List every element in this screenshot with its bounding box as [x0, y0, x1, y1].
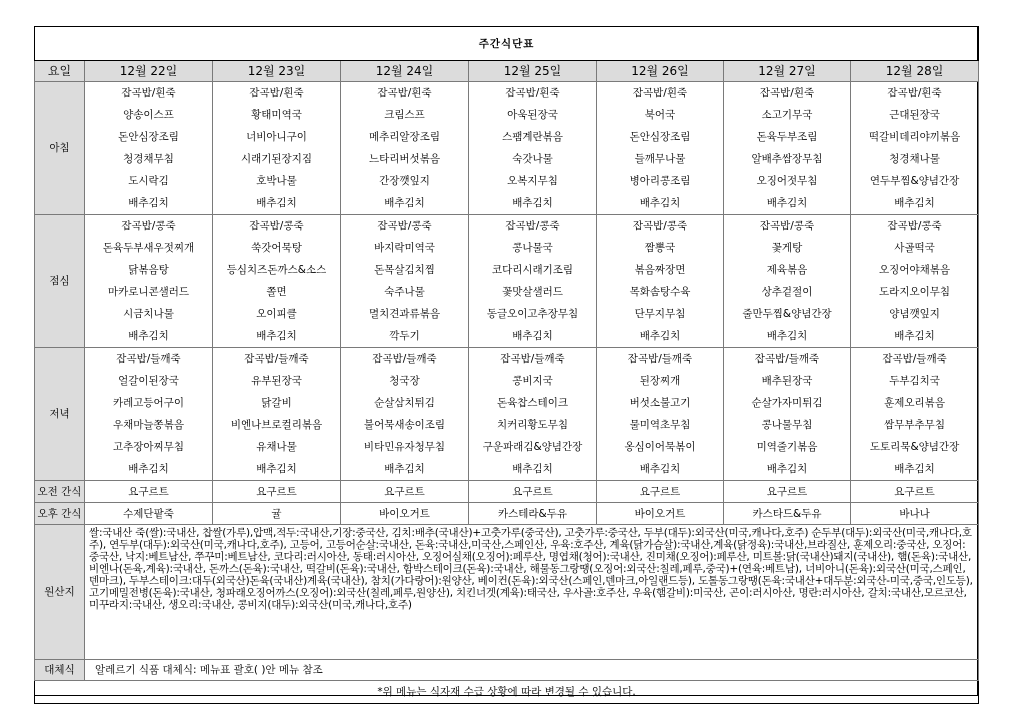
dish-cell: 고추장아찌무침 — [85, 436, 213, 458]
dish-cell: 유채나물 — [213, 436, 341, 458]
snack-cell: 요구르트 — [597, 481, 724, 503]
snack-cell: 요구르트 — [85, 481, 213, 503]
dish-cell: 너비아니구이 — [213, 126, 341, 148]
dish-cell: 잡곡밥/흰죽 — [213, 82, 341, 105]
dish-cell: 콩비지국 — [469, 370, 597, 392]
dish-cell: 멸치견과류볶음 — [341, 303, 469, 325]
dish-cell: 크림스프 — [341, 104, 469, 126]
dish-cell: 쑥갓어묵탕 — [213, 237, 341, 259]
snack-cell: 카스타드&두유 — [724, 503, 851, 525]
dish-cell: 연두부찜&양념간장 — [851, 170, 979, 192]
dish-cell: 근대된장국 — [851, 104, 979, 126]
meal-row — [35, 370, 979, 392]
dish-cell: 잡곡밥/흰죽 — [341, 82, 469, 105]
dish-cell: 배추김치 — [85, 192, 213, 215]
date-header: 12월 22일 — [85, 61, 213, 82]
meal-row — [35, 237, 979, 259]
notice-text: *위 메뉴는 식자재 수급 상황에 따라 변경될 수 있습니다. — [35, 681, 979, 704]
dish-cell: 돈안심장조림 — [85, 126, 213, 148]
dish-cell: 바지락미역국 — [341, 237, 469, 259]
dish-cell: 숙갓나물 — [469, 148, 597, 170]
dish-cell: 마카로니콘샐러드 — [85, 281, 213, 303]
meal-row — [35, 436, 979, 458]
weekly-menu-table — [34, 26, 979, 704]
dish-cell: 오이피클 — [213, 303, 341, 325]
dish-cell: 잡곡밥/콩죽 — [724, 215, 851, 238]
snack-cell: 요구르트 — [724, 481, 851, 503]
date-header: 12월 25일 — [469, 61, 597, 82]
menu-body — [35, 27, 979, 704]
dish-cell: 도토리묵&양념간장 — [851, 436, 979, 458]
dish-cell: 메추리알장조림 — [341, 126, 469, 148]
dish-cell: 쫄면 — [213, 281, 341, 303]
dish-cell: 배추김치 — [213, 325, 341, 348]
dish-cell: 두부김치국 — [851, 370, 979, 392]
dish-cell: 꽃맛살샐러드 — [469, 281, 597, 303]
dish-cell: 잡곡밥/들깨죽 — [597, 348, 724, 371]
dish-cell: 훈제오리볶음 — [851, 392, 979, 414]
snack-label: 오전 간식 — [35, 481, 85, 503]
substitute-row — [35, 660, 979, 681]
meal-row — [35, 170, 979, 192]
dish-cell: 시래기된장지짐 — [213, 148, 341, 170]
meal-row — [35, 259, 979, 281]
dish-cell: 잡곡밥/들깨죽 — [85, 348, 213, 371]
dish-cell: 등심치즈돈까스&소스 — [213, 259, 341, 281]
meal-row — [35, 392, 979, 414]
dish-cell: 돈안심장조림 — [597, 126, 724, 148]
meal-row — [35, 348, 979, 371]
dish-cell: 배추된장국 — [724, 370, 851, 392]
meal-label: 저녁 — [35, 348, 85, 481]
dish-cell: 배추김치 — [597, 325, 724, 348]
date-header: 12월 24일 — [341, 61, 469, 82]
dish-cell: 청국장 — [341, 370, 469, 392]
snack-cell: 요구르트 — [341, 481, 469, 503]
meal-row — [35, 281, 979, 303]
dish-cell: 콩나물국 — [469, 237, 597, 259]
dish-cell: 배추김치 — [597, 192, 724, 215]
dish-cell: 청경채나물 — [851, 148, 979, 170]
dish-cell: 구운파래김&양념간장 — [469, 436, 597, 458]
snack-row — [35, 481, 979, 503]
dish-cell: 간장깻잎지 — [341, 170, 469, 192]
substitute-text: 알레르기 식품 대체식: 메뉴표 괄호( )안 메뉴 참조 — [85, 660, 979, 681]
dish-cell: 잡곡밥/들깨죽 — [213, 348, 341, 371]
snack-cell: 귤 — [213, 503, 341, 525]
meal-row — [35, 303, 979, 325]
dish-cell: 병아리콩조림 — [597, 170, 724, 192]
dish-cell: 잡곡밥/콩죽 — [851, 215, 979, 238]
meal-row — [35, 458, 979, 481]
dish-cell: 숙주나물 — [341, 281, 469, 303]
dish-cell: 배추김치 — [724, 192, 851, 215]
dish-cell: 배추김치 — [597, 458, 724, 481]
dish-cell: 도라지오이무침 — [851, 281, 979, 303]
dish-cell: 비타민유자청무침 — [341, 436, 469, 458]
origin-row — [35, 525, 979, 660]
substitute-label: 대체식 — [35, 660, 85, 681]
dish-cell: 스팸계란볶음 — [469, 126, 597, 148]
dish-cell: 코다리시래기조림 — [469, 259, 597, 281]
meal-row — [35, 148, 979, 170]
dish-cell: 시금치나물 — [85, 303, 213, 325]
dish-cell: 얼갈이된장국 — [85, 370, 213, 392]
dish-cell: 배추김치 — [851, 192, 979, 215]
dish-cell: 잡곡밥/흰죽 — [469, 82, 597, 105]
meal-row — [35, 104, 979, 126]
dish-cell: 배추김치 — [85, 325, 213, 348]
snack-cell: 요구르트 — [851, 481, 979, 503]
snack-cell: 요구르트 — [469, 481, 597, 503]
dish-cell: 순살삼치튀김 — [341, 392, 469, 414]
dish-cell: 사골떡국 — [851, 237, 979, 259]
dish-cell: 유부된장국 — [213, 370, 341, 392]
dish-cell: 잡곡밥/콩죽 — [341, 215, 469, 238]
dish-cell: 잡곡밥/들깨죽 — [851, 348, 979, 371]
dish-cell: 오징어젓무침 — [724, 170, 851, 192]
dish-cell: 배추김치 — [469, 458, 597, 481]
page-title: 주간식단표 — [35, 27, 979, 61]
dish-cell: 깍두기 — [341, 325, 469, 348]
dish-cell: 아욱된장국 — [469, 104, 597, 126]
dish-cell: 닭볶음탕 — [85, 259, 213, 281]
dish-cell: 잡곡밥/흰죽 — [85, 82, 213, 105]
dish-cell: 잡곡밥/들깨죽 — [469, 348, 597, 371]
day-label: 요일 — [35, 61, 85, 82]
dish-cell: 배추김치 — [724, 458, 851, 481]
snack-cell: 바이오거트 — [597, 503, 724, 525]
dish-cell: 쌈무부추무침 — [851, 414, 979, 436]
dish-cell: 상추겉절이 — [724, 281, 851, 303]
dish-cell: 배추김치 — [851, 325, 979, 348]
dish-cell: 배추김치 — [851, 458, 979, 481]
dish-cell: 제육볶음 — [724, 259, 851, 281]
dish-cell: 배추김치 — [213, 192, 341, 215]
dish-cell: 잡곡밥/콩죽 — [597, 215, 724, 238]
dish-cell: 잡곡밥/콩죽 — [469, 215, 597, 238]
meal-row — [35, 325, 979, 348]
meal-label: 아침 — [35, 82, 85, 215]
dish-cell: 불어묵새송이조림 — [341, 414, 469, 436]
dish-cell: 순살가자미튀김 — [724, 392, 851, 414]
dish-cell: 느타리버섯볶음 — [341, 148, 469, 170]
meal-row — [35, 82, 979, 105]
day-header-row — [35, 61, 979, 82]
dish-cell: 북어국 — [597, 104, 724, 126]
dish-cell: 배추김치 — [341, 458, 469, 481]
dish-cell: 옹심이어묵볶이 — [597, 436, 724, 458]
origin-label: 원산지 — [35, 525, 85, 660]
notice-row — [35, 681, 979, 704]
dish-cell: 동글오이고추장무침 — [469, 303, 597, 325]
origin-text: 쌀:국내산 죽(쌀):국내산, 찹쌀(가루),압맥,적두:국내산,기장:중국산, 김치:배추(국내산)+고춧가루(중국산), 고춧가루:중국산, 두부(대두):외국산(미국,캐나다,호주) 순두부(대두):외국산(미국,캐나다,호주), 연두부(대두):외국산(미국,캐나다,호주), 고등어, 고등어순살:국내산, 돈육:국내산,미국산,스페인산, 우육:호주산, 계육(닭가슴살):국내산,계육(닭정육):국내산,브라질산, 훈제오리:중국산, 오징어:중국산, 낙지:베트남산, 쭈꾸미:베트남산, 코다리:러시아산, 동태:러시아산, 오징어실채(오징어):페루산, 명엽채(청어):국내산, 진미채(오징어):페루산, 미트볼:닭(국내산)돼지(국내산), 햄(돈육):국내산, 비엔나(돈육,계육):국내산, 돈까스(돈육):국내산, 떡갈비(돈육):국내산, 함박스테이크(돈육):국내산, 해물동그랑땡(오징어:외국산:칠레,페루,중국)+(연육:베트남), 너비아니(돈육):외국산(미국,스페인,덴마크), 두부스테이크:대두(외국산)돈육(국내산)계육(국내산), 참치(가다랑어):원양산, 베이컨(돈육):외국산(스페인,덴마크,아일랜드등), 도톨동그랑땡(돈육:국내산+대두분:외국산-미국,중국,인도등), 고기메밀전병(돈육):국내산, 청파래오징어까스(오징어):외국산(칠레,페루,원양산), 치킨너겟(계육):태국산, 우사골:호주산, 우육(햄갈비):미국산, 곤이:러시아산, 명란:러시아산, 갈치:국내산,모르코산, 미꾸라지:국내산, 생오리:국내산, 콩비지(대두):외국산(미국,캐나다,호주) — [85, 525, 979, 660]
dish-cell: 잡곡밥/흰죽 — [597, 82, 724, 105]
dish-cell: 돈목살김치찜 — [341, 259, 469, 281]
meal-row — [35, 126, 979, 148]
dish-cell: 카레고등어구이 — [85, 392, 213, 414]
dish-cell: 들깨무나물 — [597, 148, 724, 170]
snack-cell: 바나나 — [851, 503, 979, 525]
dish-cell: 콩나물무침 — [724, 414, 851, 436]
dish-cell: 황태미역국 — [213, 104, 341, 126]
meal-row — [35, 414, 979, 436]
dish-cell: 비엔나브로컬리볶음 — [213, 414, 341, 436]
dish-cell: 배추김치 — [469, 192, 597, 215]
snack-cell: 바이오거트 — [341, 503, 469, 525]
dish-cell: 도시락김 — [85, 170, 213, 192]
snack-label: 오후 간식 — [35, 503, 85, 525]
dish-cell: 양송이스프 — [85, 104, 213, 126]
date-header: 12월 26일 — [597, 61, 724, 82]
dish-cell: 돈육찹스테이크 — [469, 392, 597, 414]
date-header: 12월 28일 — [851, 61, 979, 82]
dish-cell: 꽃게탕 — [724, 237, 851, 259]
dish-cell: 배추김치 — [469, 325, 597, 348]
snack-cell: 카스테라&두유 — [469, 503, 597, 525]
snack-cell: 수제단팥죽 — [85, 503, 213, 525]
dish-cell: 잡곡밥/흰죽 — [851, 82, 979, 105]
dish-cell: 목화솜탕수육 — [597, 281, 724, 303]
dish-cell: 잡곡밥/흰죽 — [724, 82, 851, 105]
meal-label: 점심 — [35, 215, 85, 348]
dish-cell: 떡갈비데리야끼볶음 — [851, 126, 979, 148]
dish-cell: 잡곡밥/들깨죽 — [341, 348, 469, 371]
dish-cell: 짬뽕국 — [597, 237, 724, 259]
dish-cell: 잡곡밥/콩죽 — [213, 215, 341, 238]
dish-cell: 소고기무국 — [724, 104, 851, 126]
dish-cell: 오징어야채볶음 — [851, 259, 979, 281]
dish-cell: 우채마늘쫑볶음 — [85, 414, 213, 436]
snack-cell: 요구르트 — [213, 481, 341, 503]
date-header: 12월 27일 — [724, 61, 851, 82]
dish-cell: 알배추쌈장무침 — [724, 148, 851, 170]
dish-cell: 치커리황도무침 — [469, 414, 597, 436]
date-header: 12월 23일 — [213, 61, 341, 82]
dish-cell: 된장찌개 — [597, 370, 724, 392]
meal-row — [35, 215, 979, 238]
dish-cell: 단무지무침 — [597, 303, 724, 325]
meal-row — [35, 192, 979, 215]
dish-cell: 양념깻잎지 — [851, 303, 979, 325]
dish-cell: 오복지무침 — [469, 170, 597, 192]
snack-row — [35, 503, 979, 525]
dish-cell: 잡곡밥/콩죽 — [85, 215, 213, 238]
dish-cell: 버섯소불고기 — [597, 392, 724, 414]
dish-cell: 배추김치 — [724, 325, 851, 348]
dish-cell: 호박나물 — [213, 170, 341, 192]
dish-cell: 돈육두부조림 — [724, 126, 851, 148]
dish-cell: 돈육두부새우젓찌개 — [85, 237, 213, 259]
dish-cell: 청경채무침 — [85, 148, 213, 170]
dish-cell: 볶음짜장면 — [597, 259, 724, 281]
dish-cell: 닭갈비 — [213, 392, 341, 414]
dish-cell: 미역줄기볶음 — [724, 436, 851, 458]
dish-cell: 줄만두찜&양념간장 — [724, 303, 851, 325]
dish-cell: 배추김치 — [85, 458, 213, 481]
dish-cell: 배추김치 — [341, 192, 469, 215]
dish-cell: 잡곡밥/들깨죽 — [724, 348, 851, 371]
dish-cell: 배추김치 — [213, 458, 341, 481]
dish-cell: 물미역초무침 — [597, 414, 724, 436]
